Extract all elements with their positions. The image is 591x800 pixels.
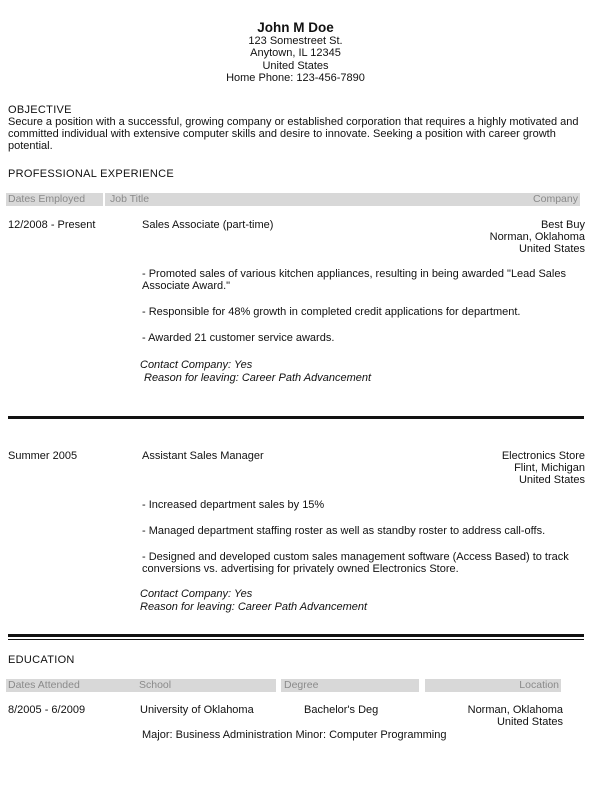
objective-line: potential.: [8, 140, 53, 152]
job-company-block: [385, 219, 585, 255]
col-company: Company: [533, 193, 578, 205]
experience-heading: PROFESSIONAL EXPERIENCE: [8, 168, 175, 180]
section-divider-thin: [8, 639, 584, 640]
education-city: Norman, Oklahoma: [467, 704, 563, 716]
section-divider: [8, 416, 584, 419]
address-line-1: 123 Somestreet St.: [248, 34, 343, 47]
col-job-title: Job Title: [110, 193, 150, 205]
col-school: School: [139, 679, 172, 691]
education-dates: 8/2005 - 6/2009: [8, 704, 86, 716]
bullet-item: conversions vs. advertising for privately owned Electronics Store.: [142, 563, 459, 575]
bullet-item: - Awarded 21 customer service awards.: [142, 332, 335, 344]
company-name: Best Buy: [540, 219, 585, 231]
education-location: [403, 704, 563, 728]
address-line-2: Anytown, IL 12345: [250, 47, 341, 59]
education-school: University of Oklahoma: [140, 704, 254, 716]
col-dates-attended: Dates Attended: [8, 679, 80, 691]
job-title: Assistant Sales Manager: [142, 450, 264, 462]
reason-for-leaving: Reason for leaving: Career Path Advancement: [140, 601, 368, 613]
col-location: Location: [519, 679, 559, 691]
reason-for-leaving: Reason for leaving: Career Path Advancement: [144, 372, 372, 384]
company-city: Norman, Oklahoma: [489, 231, 585, 243]
edu-col-school-cell: [136, 679, 276, 692]
bullet-item: Associate Award.": [142, 280, 231, 292]
address-country: United States: [262, 59, 329, 72]
phone-number: Home Phone: 123-456-7890: [226, 72, 365, 84]
bullet-item: - Managed department staffing roster as well as standby roster to address call-offs.: [142, 525, 546, 537]
bullet-item: - Designed and developed custom sales management software (Access Based) to track: [142, 551, 569, 563]
company-country: United States: [518, 474, 585, 486]
company-country: United States: [518, 243, 585, 255]
col-degree: Degree: [284, 679, 319, 691]
objective-line: Secure a position with a successful, growing company or established corporation that requires a highly motivated and: [8, 116, 579, 128]
company-city: Flint, Michigan: [514, 462, 585, 474]
job-company-block: [385, 450, 585, 486]
education-country: United States: [496, 716, 563, 728]
job-dates: Summer 2005: [8, 450, 78, 462]
company-name: Electronics Store: [501, 450, 585, 462]
education-major: Major: Business Administration Minor: Computer Programming: [142, 729, 447, 741]
column-divider: [103, 193, 105, 206]
education-heading: EDUCATION: [8, 654, 75, 666]
resume-header: [0, 22, 591, 85]
education-degree: Bachelor's Deg: [304, 704, 379, 716]
edu-col-dates-cell: [6, 679, 136, 692]
contact-company: Contact Company: Yes: [140, 359, 253, 371]
job-bullets: [142, 268, 582, 344]
edu-col-location-cell: [425, 679, 561, 692]
objective-text: [8, 116, 588, 152]
edu-col-degree-cell: [281, 679, 419, 692]
job-bullets: [142, 499, 582, 575]
objective-line: committed individual with extensive computer skills and desire to innovate. Seeking a position with career growth: [8, 128, 556, 140]
section-divider: [8, 634, 584, 637]
experience-column-bar: [6, 193, 580, 206]
bullet-item: - Promoted sales of various kitchen appliances, resulting in being awarded "Lead Sales: [142, 268, 566, 280]
bullet-item: - Responsible for 48% growth in completed credit applications for department.: [142, 306, 521, 318]
bullet-item: - Increased department sales by 15%: [142, 499, 325, 511]
job-title: Sales Associate (part-time): [142, 219, 274, 231]
col-dates-employed: Dates Employed: [8, 193, 86, 205]
candidate-name: John M Doe: [257, 20, 334, 35]
objective-heading: OBJECTIVE: [8, 104, 72, 116]
contact-company: Contact Company: Yes: [140, 588, 253, 600]
job-dates: 12/2008 - Present: [8, 219, 96, 231]
